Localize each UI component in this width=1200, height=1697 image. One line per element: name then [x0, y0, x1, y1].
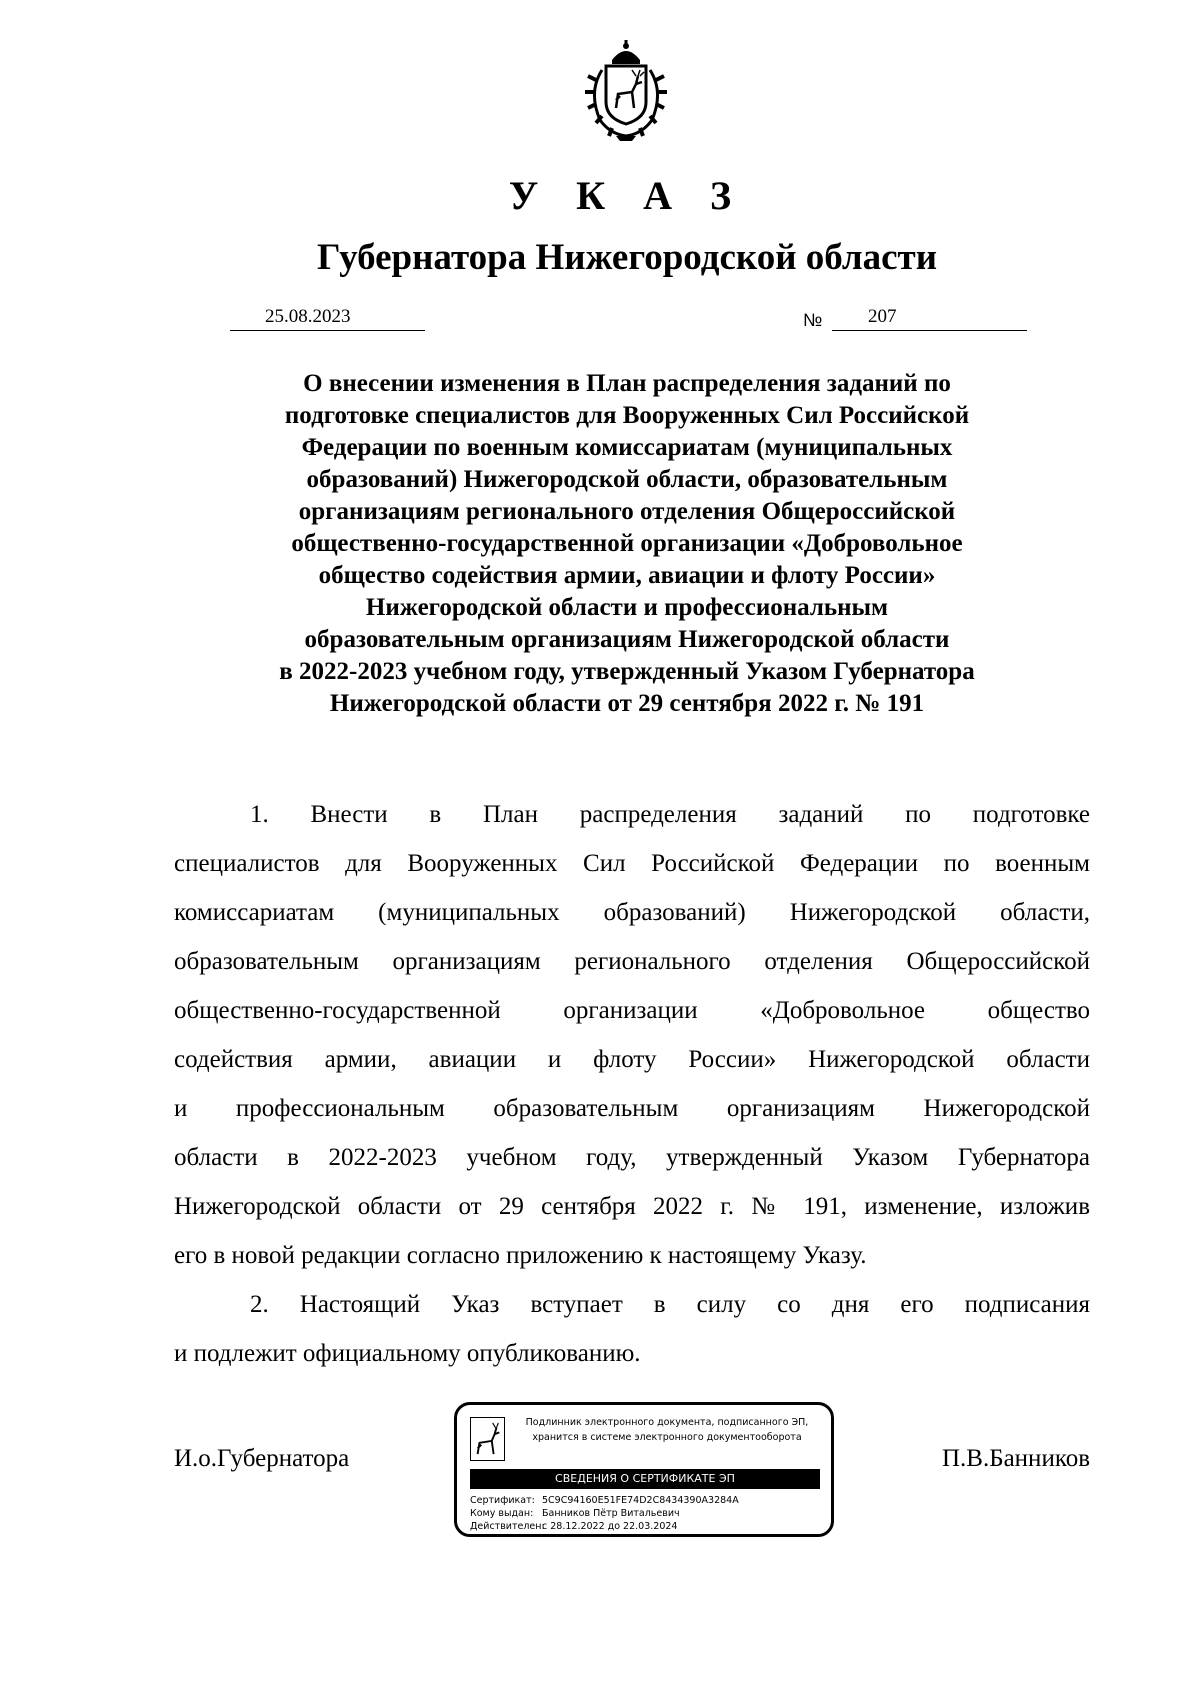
- heading-line: образований) Нижегородской области, образовательным: [306, 466, 948, 493]
- number-field: [832, 306, 1027, 331]
- heading-line: общество содействия армии, авиации и флоту России»: [318, 562, 936, 589]
- issued-to-label: Кому выдан:: [470, 1508, 534, 1519]
- paragraph-1-line: 1. Внести в План распределения заданий по подготовке: [250, 801, 1090, 828]
- paragraph-1-line: комиссариатам (муниципальных образований) Нижегородской области,: [174, 899, 1090, 926]
- stamp-issued-row: [470, 1508, 680, 1519]
- certificate-label: Сертификат:: [470, 1495, 535, 1506]
- heading-line: общественно-государственной организации «Добровольное: [291, 530, 963, 557]
- heading-line: в 2022-2023 учебном году, утвержденный Указом Губернатора: [279, 658, 975, 685]
- document-number: 207: [868, 306, 897, 327]
- document-body: [174, 790, 1090, 1378]
- stamp-certificate-header: СВЕДЕНИЯ О СЕРТИФИКАТЕ ЭП: [470, 1469, 820, 1489]
- paragraph-1-line: области в 2022-2023 учебном году, утвержденный Указом Губернатора: [174, 1144, 1090, 1171]
- stamp-certificate-row: [470, 1495, 739, 1506]
- heading-line: подготовке специалистов для Вооруженных Сил Российской: [284, 402, 970, 429]
- heading-line: Нижегородской области и профессиональным: [365, 594, 889, 621]
- valid-label: Действителен:: [470, 1521, 545, 1532]
- paragraph-1-line: Нижегородской области от 29 сентября 2022 г. № 191, изменение, изложив: [174, 1193, 1090, 1220]
- paragraph-1-line: и профессиональным образовательным организациям Нижегородской: [174, 1095, 1090, 1122]
- coat-of-arms-emblem: [570, 40, 682, 142]
- stamp-valid-row: [470, 1521, 677, 1532]
- paragraph-1-line: специалистов для Вооруженных Сил Российской Федерации по военным: [174, 850, 1090, 877]
- issued-to-value: Банников Пётр Витальевич: [542, 1508, 680, 1519]
- document-title: У К А З: [508, 173, 746, 218]
- paragraph-2-line: 2. Настоящий Указ вступает в силу со дня его подписания: [250, 1291, 1090, 1318]
- signer-title: И.о.Губернатора: [174, 1445, 350, 1472]
- document-subtitle: Губернатора Нижегородской области: [316, 237, 938, 278]
- stamp-original-note: Подлинник электронного документа, подписанного ЭП,: [525, 1417, 809, 1428]
- heading-line: организациям регионального отделения Общероссийской: [298, 498, 956, 525]
- paragraph-1-line: образовательным организациям регионального отделения Общероссийской: [174, 948, 1090, 975]
- valid-value: с 28.12.2022 до 22.03.2024: [542, 1521, 678, 1532]
- document-heading: [200, 368, 1054, 720]
- number-label: №: [803, 310, 823, 330]
- certificate-value: 5C9C94160E51FE74D2C8434390A3284A: [542, 1495, 739, 1506]
- paragraph-1-line: его в новой редакции согласно приложению к настоящему Указу.: [174, 1242, 867, 1269]
- paragraph-1-line: содействия армии, авиации и флоту России» Нижегородской области: [174, 1046, 1090, 1073]
- heading-line: Нижегородской области от 29 сентября 2022 г. № 191: [329, 690, 925, 717]
- document-date: 25.08.2023: [265, 306, 351, 327]
- heading-line: Федерации по военным комиссариатам (муниципальных: [301, 434, 953, 461]
- paragraph-1-line: общественно-государственной организации «Добровольное общество: [174, 997, 1090, 1024]
- signer-name: П.В.Банников: [942, 1445, 1090, 1472]
- stamp-storage-note: хранится в системе электронного документооборота: [532, 1432, 802, 1443]
- heading-line: О внесении изменения в План распределения заданий по: [303, 370, 951, 397]
- deer-logo-icon: [470, 1417, 505, 1461]
- paragraph-2-line: и подлежит официальному опубликованию.: [174, 1340, 641, 1367]
- date-field: [230, 306, 425, 331]
- heading-line: образовательным организациям Нижегородской области: [304, 626, 950, 653]
- electronic-signature-stamp: [454, 1402, 834, 1537]
